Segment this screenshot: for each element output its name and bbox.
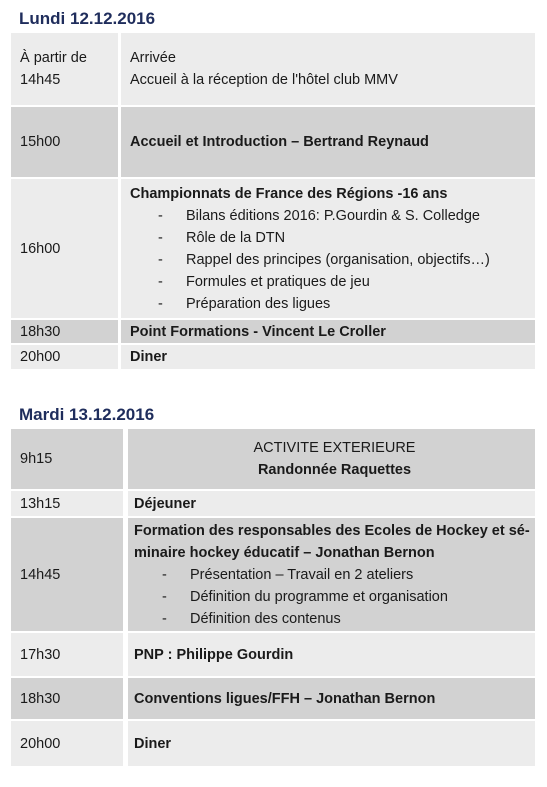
sub-item: - Rappel des principes (organisation, objectifs…) (130, 249, 535, 271)
sub-item: - Rôle de la DTN (130, 227, 535, 249)
sub-item: - Définition du programme et organisation (134, 586, 535, 608)
schedule-row (11, 320, 535, 343)
day-title-monday: Lundi 12.12.2016 (19, 9, 156, 28)
activity-title: Diner (123, 721, 535, 766)
activity-subitems (130, 205, 535, 315)
time-cell: 20h00 (11, 721, 123, 766)
time-cell: 14h45 (11, 518, 123, 631)
schedule-row (11, 721, 535, 766)
time-cell: 20h00 (11, 345, 118, 369)
schedule-row (11, 107, 535, 177)
time-cell: 17h30 (11, 633, 123, 676)
activity-title: ACTIVITE EXTERIEURE (253, 440, 416, 456)
day-title-tuesday: Mardi 13.12.2016 (19, 405, 155, 424)
time-cell: 18h30 (11, 678, 123, 719)
activity-cell (123, 518, 535, 631)
time-cell: 18h30 (11, 320, 118, 343)
schedule-table-monday (11, 31, 535, 371)
sub-item: - Présentation – Travail en 2 ateliers (134, 564, 535, 586)
sub-item: - Définition des contenus (134, 608, 535, 630)
schedule-row (11, 179, 535, 318)
activity-cell (123, 429, 535, 489)
schedule-row (11, 633, 535, 676)
sub-item: - Préparation des ligues (130, 293, 535, 315)
activity-text: Randonnée Raquettes (257, 462, 412, 478)
activity-title: Diner (118, 345, 535, 369)
sub-item: - Bilans éditions 2016: P.Gourdin & S. Colledge (130, 205, 535, 227)
time-cell: 9h15 (11, 429, 123, 489)
activity-title: Formation des responsables des Ecoles de Hockey et sé-minaire hockey éducatif – Jonathan Bernon (134, 522, 530, 561)
activity-title: Conventions ligues/FFH – Jonathan Bernon (123, 678, 535, 719)
sub-item: - Formules et pratiques de jeu (130, 271, 535, 293)
schedule-row (11, 518, 535, 631)
schedule-row (11, 678, 535, 719)
activity-title: Déjeuner (123, 491, 535, 516)
schedule-row (11, 345, 535, 369)
schedule-row (11, 429, 535, 489)
activity-title: Accueil et Introduction – Bertrand Reynaud (118, 107, 535, 177)
activity-title: PNP : Philippe Gourdin (123, 633, 535, 676)
activity-cell (118, 33, 535, 105)
activity-title: Championnats de France des Régions -16 ans (130, 185, 448, 202)
schedule-row (11, 491, 535, 516)
time-cell: 13h15 (11, 491, 123, 516)
schedule-table-tuesday (11, 427, 535, 768)
time-cell: 16h00 (11, 179, 118, 318)
schedule-row (11, 33, 535, 105)
activity-cell (118, 179, 535, 318)
time-cell: À partir de 14h45 (11, 33, 118, 105)
activity-subitems (134, 564, 535, 630)
activity-title: Arrivée (130, 50, 176, 66)
activity-text: Accueil à la réception de l'hôtel club MMV (130, 72, 398, 88)
activity-title: Point Formations - Vincent Le Croller (118, 320, 535, 343)
time-cell: 15h00 (11, 107, 118, 177)
